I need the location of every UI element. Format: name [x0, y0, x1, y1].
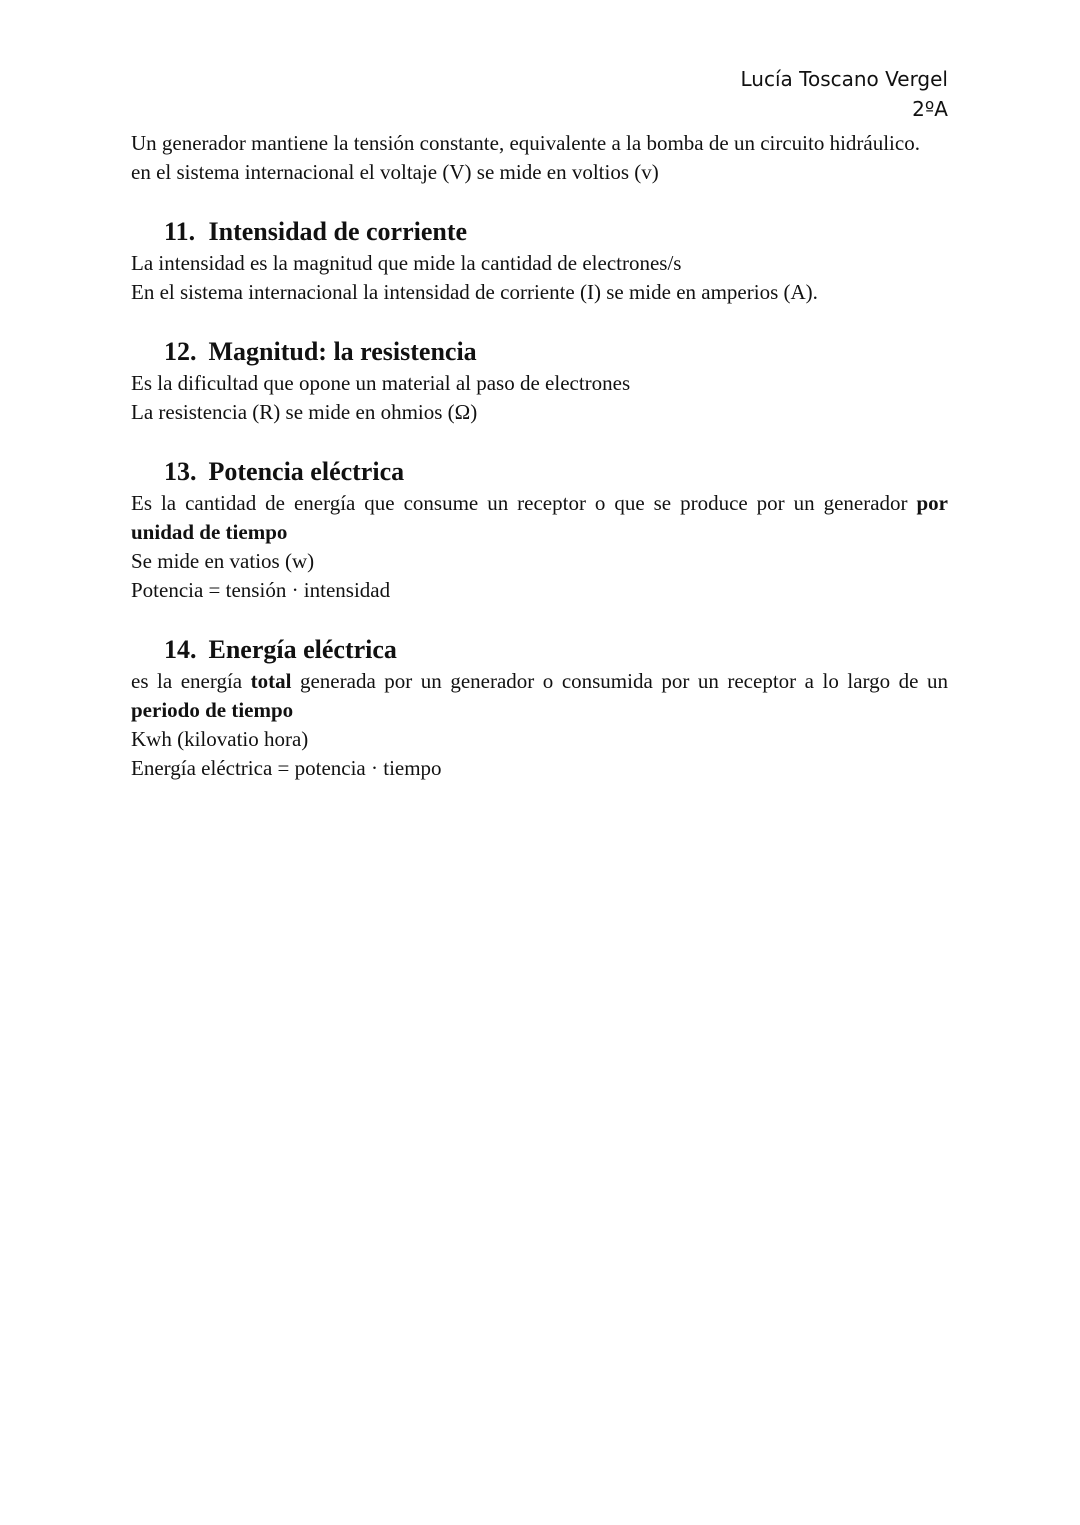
section-heading	[131, 335, 948, 369]
section-line: En el sistema internacional la intensidad de corriente (I) se mide en amperios (A).	[131, 280, 818, 304]
section-heading	[131, 455, 948, 489]
section-line: Potencia = tensión · intensidad	[131, 578, 391, 602]
section-line: Se mide en vatios (w)	[131, 549, 315, 573]
paragraph-bold-text: total	[250, 669, 292, 693]
section-number: 13.	[164, 457, 197, 486]
section-line: Kwh (kilovatio hora)	[131, 727, 309, 751]
section-title: Energía eléctrica	[208, 635, 397, 664]
section-heading	[131, 215, 948, 249]
section-paragraph	[131, 667, 948, 725]
section-title: Potencia eléctrica	[208, 457, 405, 486]
paragraph-text: generada por un generador o consumida por un receptor a lo largo de un	[291, 669, 949, 693]
page-header	[741, 64, 949, 124]
section-number: 11.	[164, 217, 196, 246]
section-heading	[131, 633, 948, 667]
section-title: Magnitud: la resistencia	[208, 337, 477, 366]
section-number: 14.	[164, 635, 197, 664]
intro-paragraph	[131, 129, 948, 187]
section-number: 12.	[164, 337, 197, 366]
section-intensidad	[131, 215, 948, 307]
section-energia	[131, 633, 948, 783]
paragraph-text: es la energía	[131, 669, 251, 693]
section-line: La resistencia (R) se mide en ohmios (Ω)	[131, 400, 478, 424]
intro-line: Un generador mantiene la tensión constante, equivalente a la bomba de un circuito hidráulico.	[131, 131, 920, 155]
paragraph-bold-text: periodo de tiempo	[131, 698, 294, 722]
section-paragraph	[131, 489, 948, 547]
section-line: Es la dificultad que opone un material al paso de electrones	[131, 371, 631, 395]
document-body	[131, 129, 948, 783]
paragraph-text: Es la cantidad de energía que consume un receptor o que se produce por un generador	[131, 491, 917, 515]
section-potencia	[131, 455, 948, 605]
section-title: Intensidad de corriente	[208, 217, 468, 246]
intro-line: en el sistema internacional el voltaje (V) se mide en voltios (v)	[131, 160, 659, 184]
section-resistencia	[131, 335, 948, 427]
section-line: Energía eléctrica = potencia · tiempo	[131, 756, 442, 780]
section-line: La intensidad es la magnitud que mide la cantidad de electrones/s	[131, 251, 682, 275]
paragraph-bold-text: por unidad de tiempo	[131, 491, 948, 544]
author-name: Lucía Toscano Vergel	[740, 67, 948, 91]
class-label: 2ºA	[912, 97, 948, 121]
